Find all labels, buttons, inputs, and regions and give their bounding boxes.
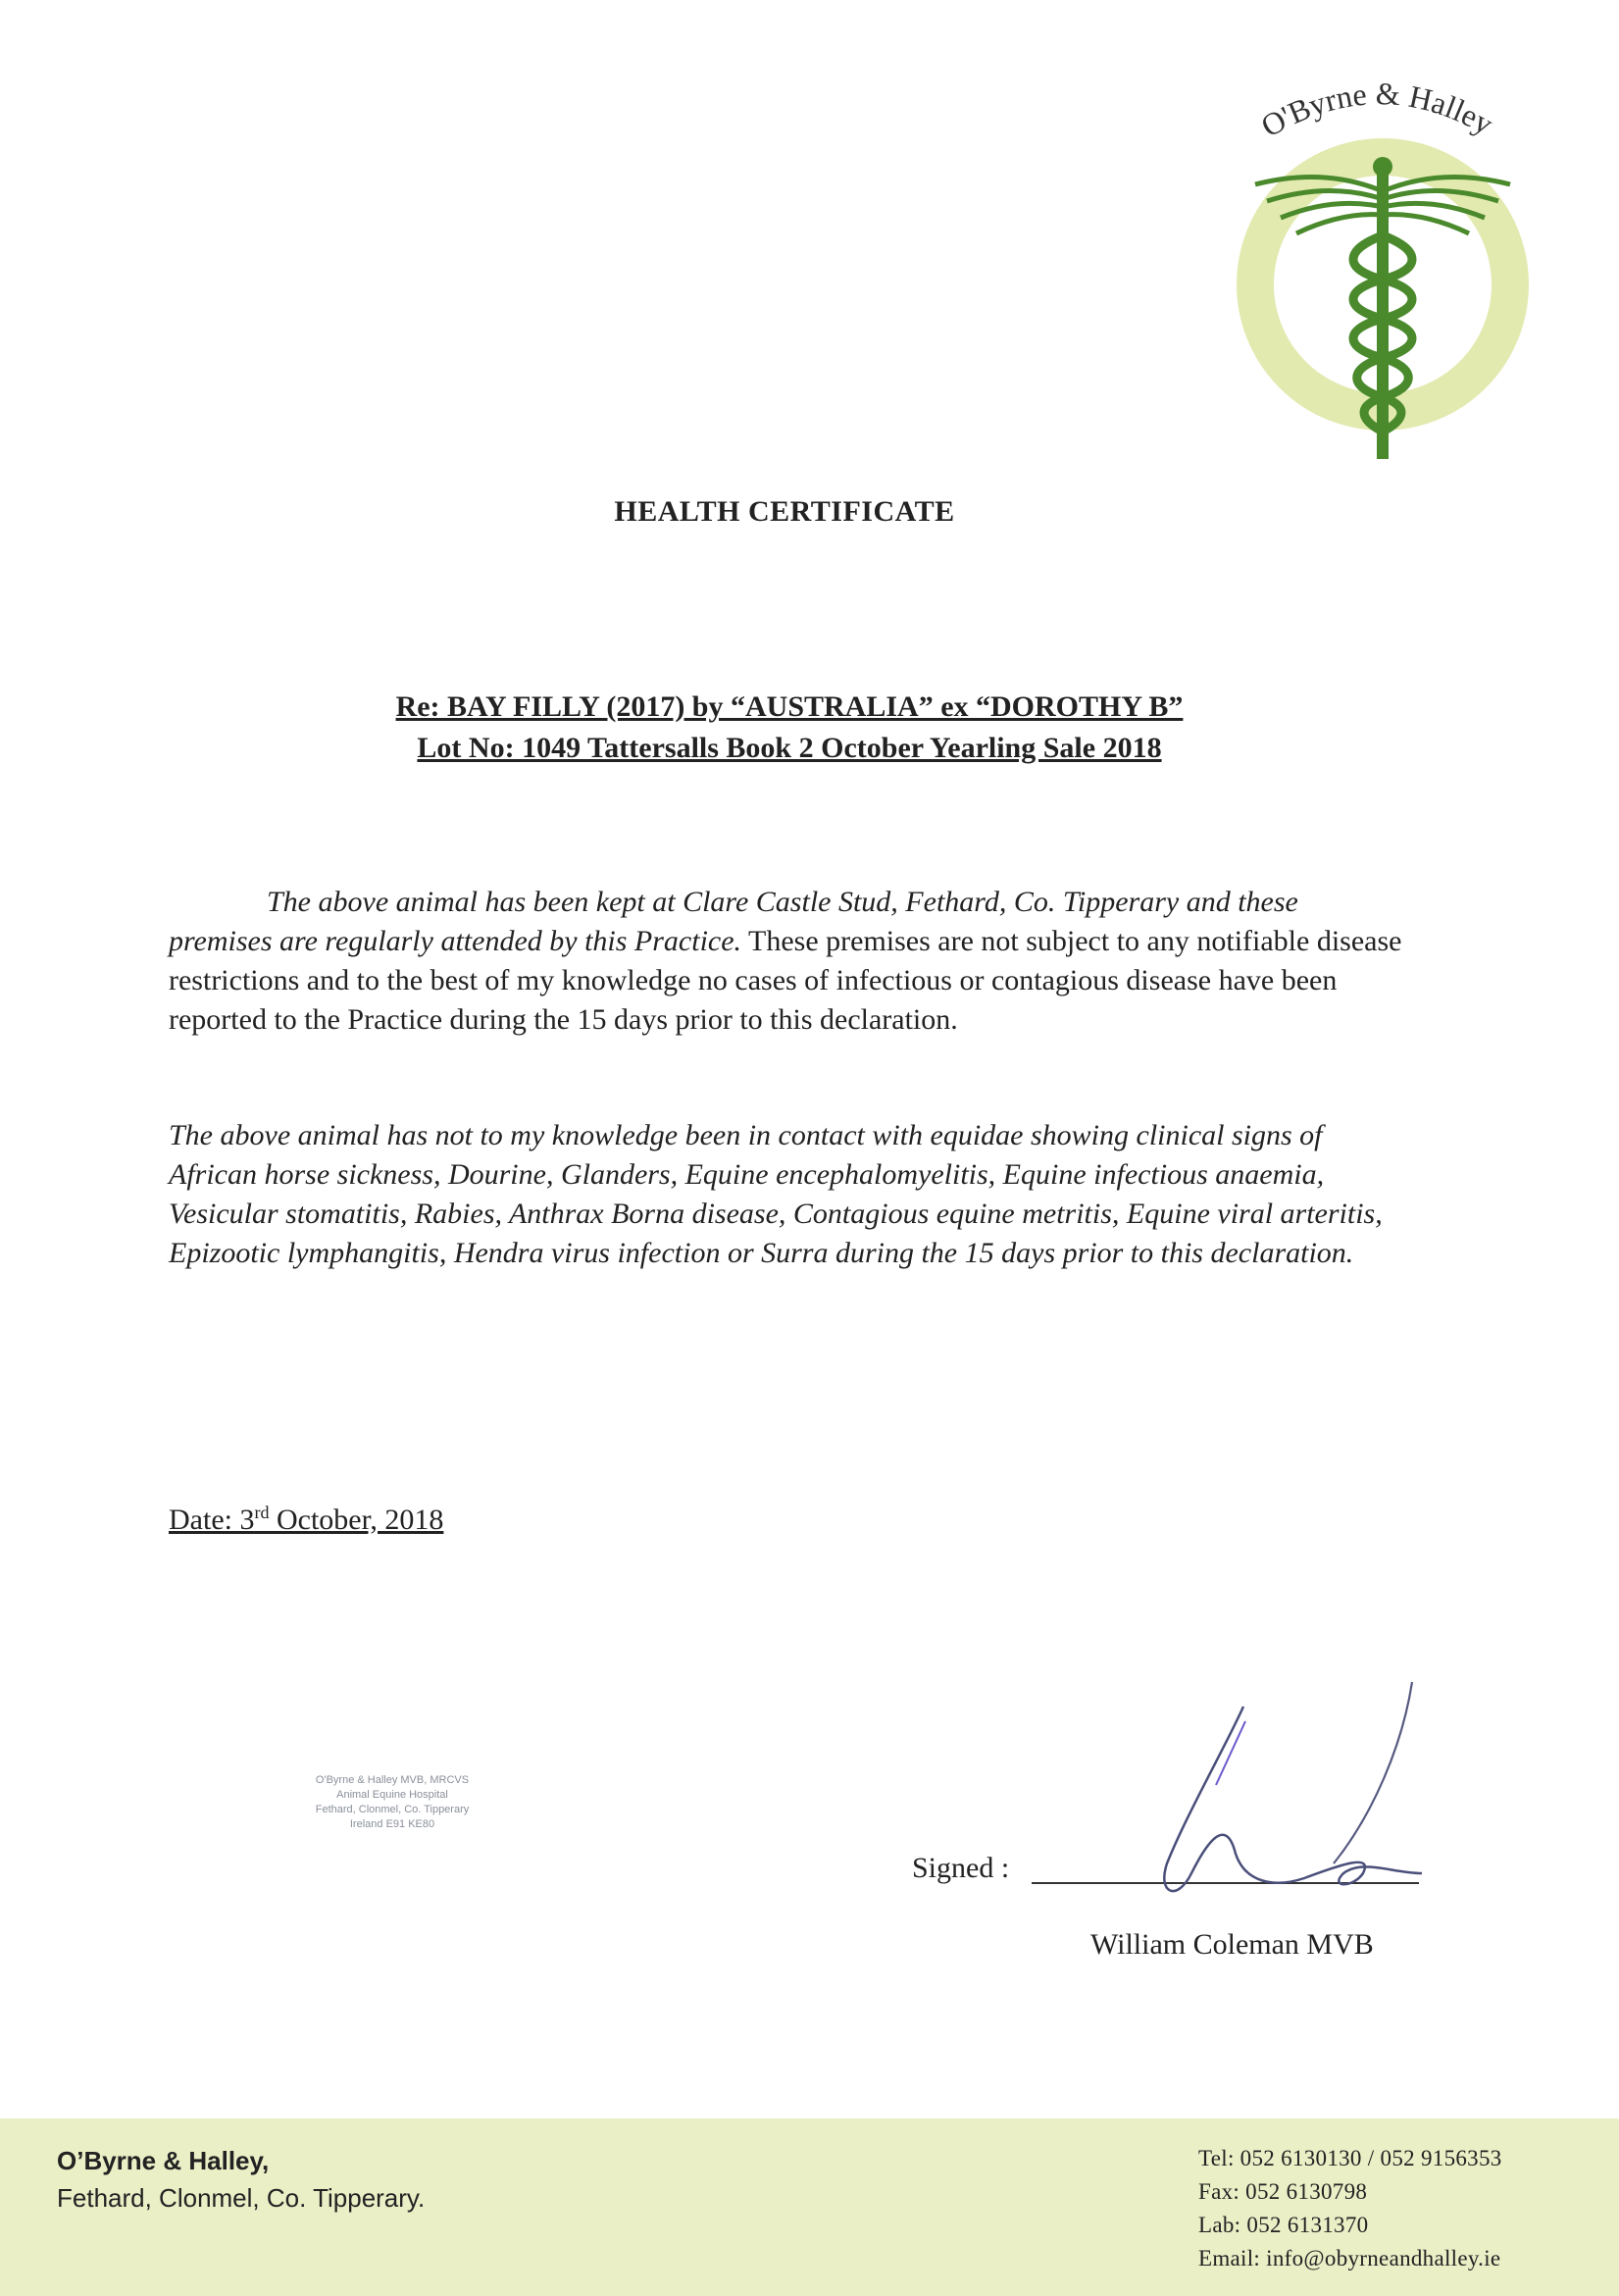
signed-label: Signed : [912, 1852, 1010, 1884]
practice-logo [1216, 69, 1549, 461]
stamp-line: O'Byrne & Halley MVB, MRCVS [315, 1774, 470, 1786]
document-title: HEALTH CERTIFICATE [614, 495, 955, 528]
premises-regular-text: These premises are not subject to any notifiable disease restrictions and to the best of my knowledge no cases of infectious or contagious disease have been reported to the Practice during the 15 days prior to this declaration. [169, 925, 1402, 1036]
stamp-line: Animal Equine Hospital [336, 1789, 448, 1801]
stamp-line: Fethard, Clonmel, Co. Tipperary [315, 1804, 470, 1815]
handwritten-signature [1118, 1667, 1451, 1922]
footer-address: Fethard, Clonmel, Co. Tipperary. [57, 2183, 426, 2213]
footer-tel: Tel: 052 6130130 / 052 9156353 [1198, 2146, 1502, 2170]
footer-email[interactable]: Email: info@obyrneandhalley.ie [1198, 2246, 1501, 2270]
premises-paragraph [169, 883, 1404, 1040]
contact-paragraph [169, 1116, 1404, 1273]
lot-line: Lot No: 1049 Tattersalls Book 2 October Yearling Sale 2018 [417, 732, 1162, 764]
certificate-date: Date: 3rd October, 2018 [169, 1503, 444, 1536]
footer-contacts [1198, 2142, 1502, 2275]
signer-name: William Coleman MVB [1090, 1928, 1374, 1961]
caduceus-icon [1216, 69, 1549, 461]
footer-lab: Lab: 052 6131370 [1198, 2213, 1369, 2237]
contact-italic-text: The above animal has not to my knowledge been in contact with equidae showing clinical signs of African horse sickness, Dourine, Glanders, Equine encephalomyelitis, Equine infectious anaemia, Vesicular stomatitis, Rabies, Anthrax Borna disease, Contagious equine metritis, Equine viral arteritis, Epizootic lymphangitis, Hendra virus infection or Surra during the 15 days prior to this declaration. [169, 1119, 1383, 1269]
stamp-line: Ireland E91 KE80 [349, 1818, 435, 1830]
subject-line: Re: BAY FILLY (2017) by “AUSTRALIA” ex “DOROTHY B” [395, 690, 1184, 723]
logo-text: O'Byrne & Halley [1254, 75, 1499, 144]
footer-fax: Fax: 052 6130798 [1198, 2179, 1368, 2204]
subject-block [0, 687, 1579, 769]
practice-stamp [294, 1773, 490, 1832]
premises-italic-text: The above animal has been kept at Clare Castle Stud, Fethard, Co. Tipperary and these premises are regularly attended by this Practice. [169, 886, 1298, 957]
footer-practice-name: O’Byrne & Halley, [57, 2146, 270, 2175]
